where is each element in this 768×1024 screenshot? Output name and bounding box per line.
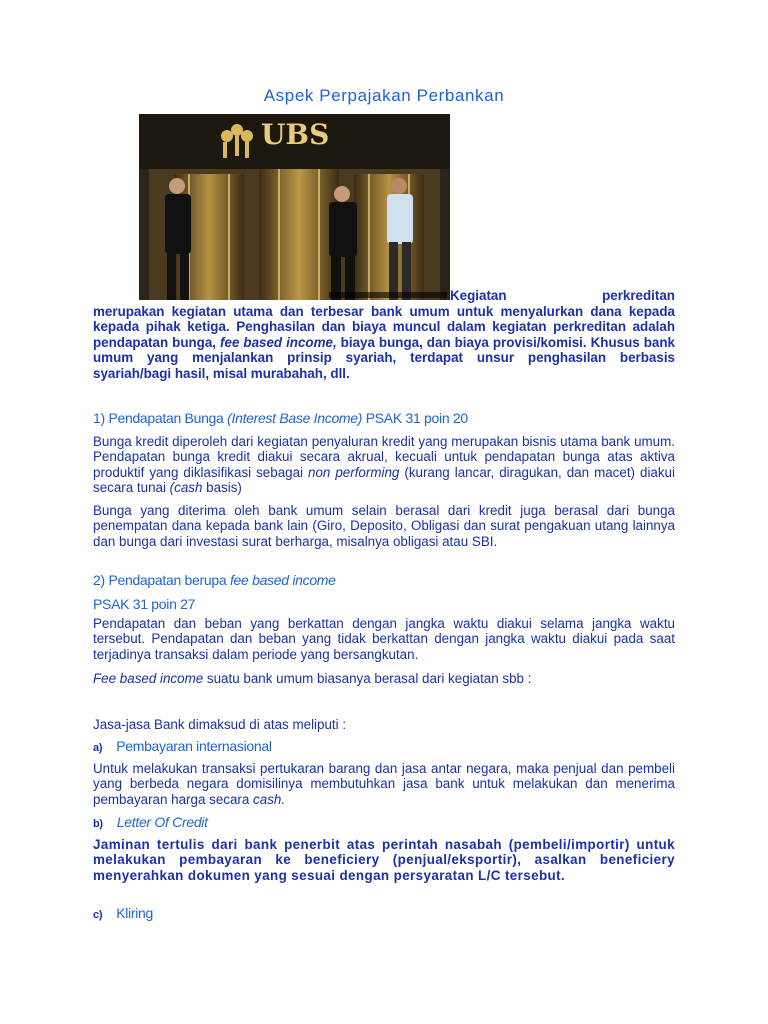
intro-first-line (450, 288, 675, 303)
item-b-text: Jaminan tertulis dari bank penerbit atas perintah nasabah (pembeli/importir) untuk melakukan pembayaran ke beneficiery (penjual/eksportir), asalkan beneficiery menyerahkan dokumen yang sesuai dengan persyaratan L/C tersebut. (93, 837, 675, 883)
item-b-heading: b) Letter Of Credit (93, 814, 208, 830)
intro-word-perkreditan: perkreditan (602, 288, 675, 303)
section2-heading: 2) Pendapatan berupa fee based income (93, 572, 336, 588)
intro-word-kegiatan: Kegiatan (450, 288, 507, 303)
intro-text-tail: biaya bunga, dan biaya provisi/komisi. Khusus bank umum yang menjalankan prinsip syariah, terdapat unsur penghasilan berbasis syariah/bagi hasil, misal murabahah, dll. (93, 334, 675, 381)
item-a-text: Untuk melakukan transaksi pertukaran barang dan jasa antar negara, maka penjual dan pembeli yang berbeda negara domisilinya membutuhkan jasa bank untuk melakukan dan menerima pembayaran harga secara cash. (93, 761, 675, 807)
section1-paragraph1: Bunga kredit diperoleh dari kegiatan penyaluran kredit yang merupakan bisnis utama bank umum. Pendapatan bunga kredit diakui secara akrual, kecuali untuk pendapatan bunga atas aktiva produktif yang diklasifikasi sebagai non performing (kurang lancar, diragukan, dan macet) diakui secara tunai (cash basis) (93, 434, 675, 496)
intro-italic: fee based income, (220, 334, 337, 350)
item-c-heading: c) Kliring (93, 905, 153, 921)
section2-paragraph1: Pendapatan dan beban yang berkattan dengan jangka waktu diakui selama jangka waktu tersebut. Pendapatan dan beban yang tidak berkattan dengan jangka waktu diakui pada saat terjadinya transaksi dalam periode yang bersangkutan. (93, 616, 675, 662)
fee-based-line: Fee based income suatu bank umum biasanya berasal dari kegiatan sbb : (93, 671, 532, 686)
section1-paragraph2: Bunga yang diterima oleh bank umum selain berasal dari kredit juga berasal dari bunga penempatan dana kepada bank lain (Giro, Deposito, Obligasi dan surat pengakuan utang lainnya dan bunga dari investasi surat berharga, misalnya obligasi atau SBI. (93, 503, 675, 549)
item-a-heading: a) Pembayaran internasional (93, 738, 272, 754)
jasa-line: Jasa-jasa Bank dimaksud di atas meliputi : (93, 717, 347, 732)
section2-psak: PSAK 31 poin 27 (93, 596, 196, 612)
page-title: Aspek Perpajakan Perbankan (263, 86, 505, 105)
ubs-bank-photo (139, 114, 450, 300)
ubs-sign-text: UBS (261, 118, 330, 151)
intro-paragraph (93, 304, 675, 381)
intro-text: merupakan kegiatan utama dan terbesar bank umum untuk menyalurkan dana kepada kepada pihak ketiga. Penghasilan dan biaya muncul dalam kegiatan perkreditan adalah pendapatan bunga, (93, 304, 675, 350)
section1-heading: 1) Pendapatan Bunga (Interest Base Income) PSAK 31 poin 20 (93, 410, 468, 426)
